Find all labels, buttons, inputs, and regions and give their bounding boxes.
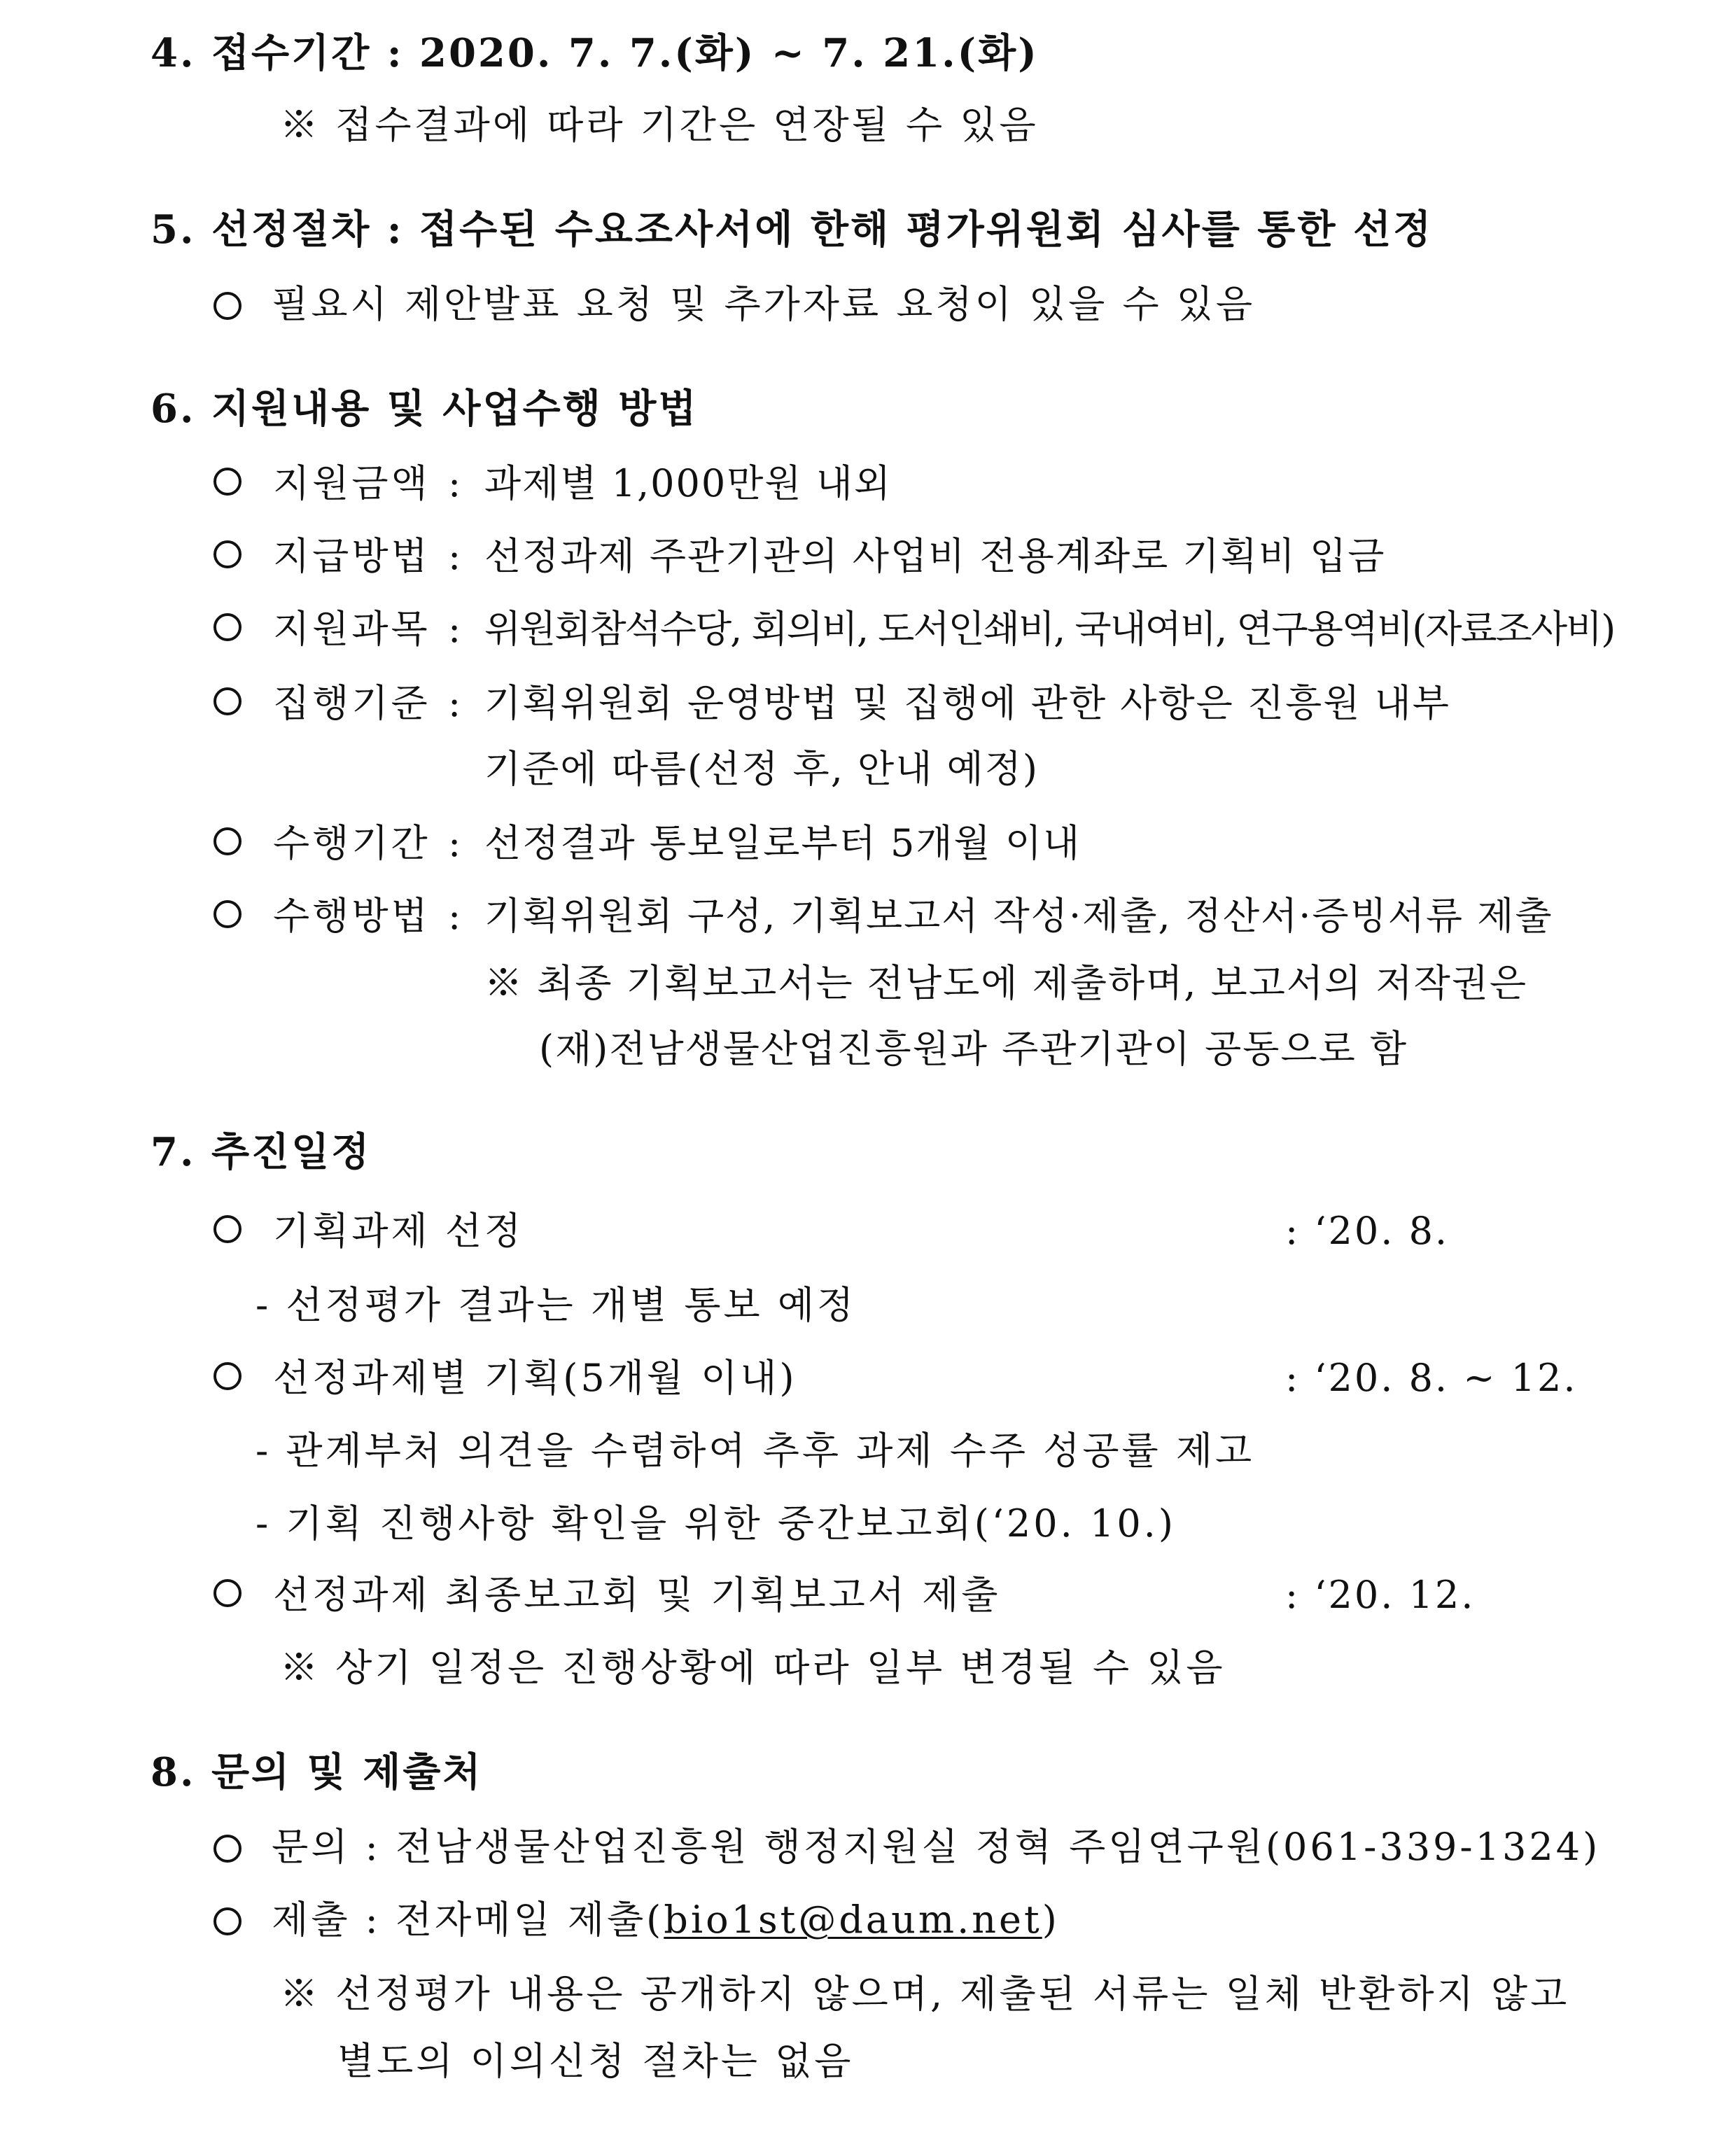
schedule-item-date: : ‘20. 8. [1285,1209,1450,1253]
item-colon: : [448,894,461,938]
schedule-subitem: - 기획 진행사항 확인을 위한 중간보고회(‘20. 10.) [255,1501,1176,1546]
section-4-heading: 4. 접수기간 : 2020. 7. 7.(화) ~ 7. 21.(화) [150,30,1039,76]
bullet-circle-icon [214,1907,241,1935]
contact-submit: 제출 : 전자메일 제출(bio1st@daum.net) [214,1901,1060,1939]
item-label: 수행기간 [273,821,430,865]
schedule-item-text: 선정과제별 기획(5개월 이내) [273,1356,797,1400]
item-value: 선정과제 주관기관의 사업비 전용계좌로 기획비 입금 [484,534,1386,578]
bullet-circle-icon [214,1579,241,1607]
bullet-circle-icon [214,1362,241,1390]
section-7-heading: 7. 추진일정 [150,1129,372,1175]
item-label: 수행방법 [273,894,430,938]
bullet-circle-icon [214,687,241,715]
section-8-note-continued: 별도의 이의신청 절차는 없음 [337,2039,854,2083]
bullet-circle-icon [214,1835,241,1863]
item-value: 위원회참석수당, 회의비, 도서인쇄비, 국내여비, 연구용역비(자료조사비) [484,607,1615,651]
item-value: 선정결과 통보일로부터 5개월 이내 [484,821,1082,865]
schedule-subitem: - 관계부처 의견을 수렴하여 추후 과제 수주 성공률 제고 [255,1429,1255,1473]
item-label: 집행기준 [273,681,430,725]
section-8-note: ※ 선정평가 내용은 공개하지 않으며, 제출된 서류는 일체 반환하지 않고 [280,1972,1570,2016]
bullet-circle-icon [214,613,241,641]
section-4-note: ※ 접수결과에 따라 기간은 연장될 수 있음 [280,103,1039,147]
bullet-circle-icon [214,900,241,928]
item-value: 기획위원회 구성, 기획보고서 작성·제출, 정산서·증빙서류 제출 [484,894,1553,938]
schedule-item-date: : ‘20. 12. [1285,1573,1476,1617]
schedule-subitem: - 선정평가 결과는 개별 통보 예정 [255,1283,857,1327]
item-label: 지원과목 [273,607,430,651]
item-value-continued: 기준에 따름(선정 후, 안내 예정) [484,747,1039,791]
item-label: 지원금액 [273,461,430,505]
schedule-item-text: 선정과제 최종보고회 및 기획보고서 제출 [273,1573,1001,1617]
item-note-continued: (재)전남생물산업진흥원과 주관기관이 공동으로 함 [539,1027,1408,1071]
submit-email-link[interactable]: bio1st@daum.net [664,1898,1042,1942]
schedule-note: ※ 상기 일정은 진행상황에 따라 일부 변경될 수 있음 [280,1646,1226,1690]
bullet-circle-icon [214,540,241,568]
schedule-item-text: 기획과제 선정 [273,1209,524,1253]
bullet-circle-icon [214,827,241,855]
section-8-heading: 8. 문의 및 제출처 [150,1749,483,1795]
section-5-heading: 5. 선정절차 : 접수된 수요조사서에 한해 평가위원회 심사를 통한 선정 [150,206,1434,253]
item-value: 과제별 1,000만원 내외 [484,461,892,505]
item-colon: : [448,821,461,865]
bullet-circle-icon [214,468,241,496]
contact-inquiry: 문의 : 전남생물산업진흥원 행정지원실 정혁 주임연구원(061-339-1324) [214,1828,1600,1866]
item-colon: : [448,534,461,578]
item-colon: : [448,461,461,505]
section-6-heading: 6. 지원내용 및 사업수행 방법 [150,386,699,432]
item-value: 기획위원회 운영방법 및 집행에 관한 사항은 진흥원 내부 [484,681,1450,725]
item-label: 지급방법 [273,534,430,578]
section-5-item: 필요시 제안발표 요청 및 추가자료 요청이 있을 수 있음 [214,286,1255,323]
schedule-item-date: : ‘20. 8. ~ 12. [1285,1356,1578,1400]
item-note: ※ 최종 기획보고서는 전남도에 제출하며, 보고서의 저작권은 [484,961,1528,1005]
item-colon: : [448,607,461,651]
bullet-circle-icon [214,1215,241,1243]
item-colon: : [448,681,461,725]
bullet-circle-icon [214,292,241,320]
